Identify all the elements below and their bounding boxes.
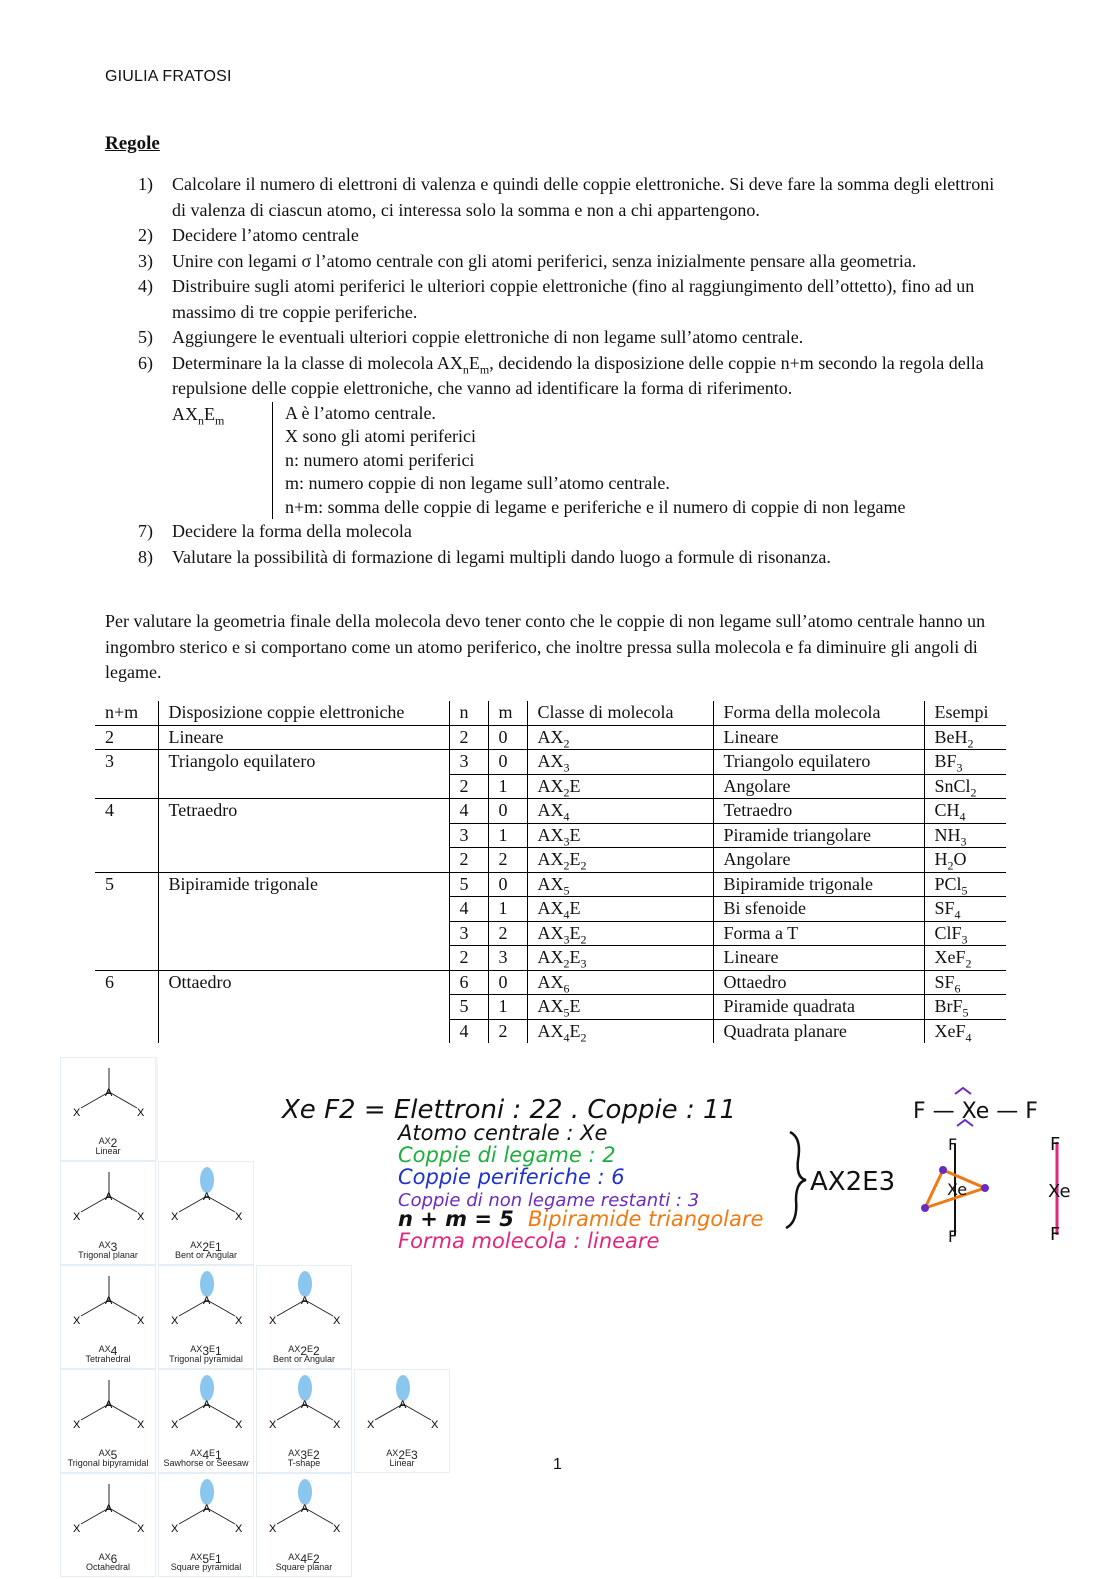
shape-code: $AX_6$	[98, 1551, 118, 1566]
table-header-cell: Esempi	[924, 701, 1006, 725]
table-cell: $NH_3$	[924, 823, 1006, 848]
svg-text:X: X	[171, 1523, 179, 1535]
table-cell: 0	[488, 799, 527, 824]
geometry-paragraph: Per valutare la geometria finale della molecola devo tener conto che le coppie di non legame sull’atomo centrale hanno un ingombro sterico e si comportano come un atomo periferico, che inoltre pressa sulla molecola e fa diminuire gli angoli di legame.	[105, 611, 986, 682]
table-cell: $AX_2E_3$	[527, 946, 713, 971]
table-cell: $H_2O$	[924, 848, 1006, 873]
svg-text:X: X	[431, 1419, 439, 1431]
svg-text:X: X	[73, 1523, 81, 1535]
linear-atom-top: F	[1050, 1134, 1061, 1155]
svg-text:X: X	[171, 1419, 179, 1431]
shape-name: Trigonal planar	[78, 1250, 138, 1260]
table-cell: Tetraedro	[158, 799, 449, 824]
table-cell: 4	[449, 799, 488, 824]
table-cell: 4	[95, 799, 158, 824]
shape-card	[60, 1161, 156, 1265]
table-cell: $SF_4$	[924, 897, 1006, 922]
definition-line: A è l’atomo centrale.	[285, 402, 436, 423]
table-cell: Forma a T	[713, 921, 924, 946]
molecule-diagram-icon	[61, 1058, 157, 1132]
section-heading: Regole	[105, 133, 160, 154]
svg-text:A: A	[301, 1399, 309, 1411]
notes-line-3: Coppie di legame : 2	[398, 1143, 616, 1167]
table-header-cell: Forma della molecola	[713, 701, 924, 725]
shape-card	[158, 1369, 254, 1473]
table-cell: $BF_3$	[924, 750, 1006, 775]
svg-text:X: X	[235, 1419, 243, 1431]
svg-text:X: X	[269, 1523, 277, 1535]
shape-name: Square planar	[275, 1562, 333, 1572]
xef2-sketch	[905, 1080, 1105, 1250]
table-cell: Triangolo equilatero	[713, 750, 924, 775]
table-cell: $AX_2$	[527, 725, 713, 750]
shape-card	[60, 1369, 156, 1473]
rule-item: 3) Unire con legami σ l’atomo centrale con gli atomi periferici, senza inizialmente pensare alla geometria.	[138, 250, 917, 271]
shape-code: $AX_5E_1$	[190, 1551, 222, 1566]
definition-line: n+m: somma delle coppie di legame e periferiche e il numero di coppie di non legame	[285, 496, 906, 517]
table-cell: XeF$_4$	[924, 1019, 1006, 1043]
shape-code: $AX_3E_1$	[190, 1343, 222, 1358]
svg-text:A: A	[301, 1295, 309, 1307]
notes-line-4: Coppie periferiche : 6	[398, 1165, 625, 1189]
molecule-diagram-icon	[257, 1474, 353, 1548]
table-row	[95, 750, 1006, 775]
table-cell: 3	[95, 750, 158, 775]
notes-line-7: Forma molecola : lineare	[398, 1229, 660, 1253]
table-row	[95, 823, 1006, 848]
rule-item: 6) Determinare la la classe di molecola $AX_nE_m$, decidendo la disposizione delle coppie n+m secondo la regola della repulsione delle coppie elettroniche, che vanno ad identificare la forma di riferimento.	[138, 352, 984, 398]
table-cell: 4	[449, 897, 488, 922]
table-row	[95, 725, 1006, 750]
svg-text:A: A	[399, 1399, 407, 1411]
molecule-diagram-icon	[159, 1162, 255, 1236]
table-cell: $AX_3E_2$	[527, 921, 713, 946]
svg-text:X: X	[235, 1315, 243, 1327]
svg-text:X: X	[269, 1315, 277, 1327]
table-cell: Lineare	[713, 725, 924, 750]
rules-list	[138, 172, 1008, 570]
table-cell: PCl$_5$	[924, 872, 1006, 897]
table-cell: 3	[449, 921, 488, 946]
table-row	[95, 848, 1006, 873]
molecule-diagram-icon	[159, 1474, 255, 1548]
svg-text:A: A	[203, 1191, 211, 1203]
table-cell: Ottaedro	[713, 970, 924, 995]
svg-text:A: A	[203, 1503, 211, 1515]
lone-pair-dot	[981, 1184, 989, 1192]
shape-card	[158, 1265, 254, 1369]
table-cell: $AX_2E_2$	[527, 848, 713, 873]
table-cell: 2	[449, 848, 488, 873]
table-cell	[95, 1019, 158, 1043]
table-cell: 2	[449, 774, 488, 799]
table-cell: 2	[488, 848, 527, 873]
shape-card	[60, 1265, 156, 1369]
table-cell	[95, 946, 158, 971]
definition-line: m: numero coppie di non legame sull’atomo centrale.	[285, 473, 670, 493]
table-header-cell: Disposizione coppie elettroniche	[158, 701, 449, 725]
linear-center-atom: Xe	[1048, 1181, 1071, 1202]
shape-name: Linear	[389, 1458, 415, 1468]
shape-code: $AX_5$	[98, 1447, 118, 1462]
table-cell	[158, 995, 449, 1020]
table-cell: 6	[449, 970, 488, 995]
molecule-diagram-icon	[159, 1370, 255, 1444]
shape-card	[60, 1057, 156, 1161]
svg-text:A: A	[105, 1191, 113, 1203]
shape-name: Bent or Angular	[174, 1250, 238, 1260]
definition-line: n: numero atomi periferici	[285, 449, 475, 470]
shape-code: $AX_2E_1$	[190, 1239, 222, 1254]
svg-text:X: X	[73, 1315, 81, 1327]
svg-text:X: X	[73, 1211, 81, 1223]
table-cell: 5	[449, 995, 488, 1020]
author-name: GIULIA FRATOSI	[105, 68, 232, 85]
table-cell: 1	[488, 897, 527, 922]
notes-line-1: Xe F2 = Elettroni : 22 . Coppie : 11	[282, 1095, 737, 1125]
rule-item: 8) Valutare la possibilità di formazione di legami multipli dando luogo a formule di risonanza.	[138, 546, 831, 567]
table-cell: 4	[449, 1019, 488, 1043]
shape-name: Linear	[95, 1146, 121, 1156]
table-cell: Angolare	[713, 848, 924, 873]
table-cell: 2	[105, 726, 114, 747]
table-cell: XeF$_2$	[924, 946, 1006, 971]
table-cell: 3	[449, 823, 488, 848]
svg-text:X: X	[171, 1315, 179, 1327]
svg-text:A: A	[105, 1503, 113, 1515]
svg-text:X: X	[137, 1211, 145, 1223]
svg-text:X: X	[73, 1419, 81, 1431]
svg-text:A: A	[105, 1399, 113, 1411]
svg-text:A: A	[203, 1399, 211, 1411]
curly-brace-icon	[786, 1132, 806, 1228]
shape-code: $AX_4E_1$	[190, 1447, 222, 1462]
linear-atom-bottom: F	[1050, 1224, 1061, 1245]
central-atom: Xe	[947, 1180, 968, 1199]
table-cell	[158, 774, 449, 799]
molecule-diagram-icon	[257, 1370, 353, 1444]
table-cell: Ottaedro	[158, 970, 449, 995]
molecule-diagram-icon	[61, 1162, 157, 1236]
shape-code: $AX_4E_2$	[288, 1551, 320, 1566]
rule-item: 4) Distribuire sugli atomi periferici le ulteriori coppie elettroniche (fino al raggiungimento dell’ottetto), fino ad un massimo di tre coppie periferiche.	[138, 276, 975, 322]
table-cell: ClF$_3$	[924, 921, 1006, 946]
table-cell: Piramide quadrata	[713, 995, 924, 1020]
table-cell: $AX_2E$	[527, 774, 713, 799]
table-cell: Triangolo equilatero	[158, 750, 449, 775]
shape-card	[256, 1473, 352, 1577]
table-cell: 2	[488, 921, 527, 946]
table-cell: 3	[449, 750, 488, 775]
table-header-row	[95, 701, 1006, 725]
table-cell: 5	[449, 872, 488, 897]
molecule-diagram-icon	[61, 1266, 157, 1340]
shape-code: $AX_2E_3$	[386, 1447, 418, 1462]
table-cell: 6	[95, 970, 158, 995]
page-number: 1	[553, 1456, 562, 1473]
table-cell: $AX_5E$	[527, 995, 713, 1020]
lone-pair-dot	[939, 1166, 947, 1174]
table-cell: SnCl$_2$	[924, 774, 1006, 799]
shape-card	[256, 1369, 352, 1473]
table-cell: BrF$_5$	[924, 995, 1006, 1020]
svg-text:A: A	[105, 1295, 113, 1307]
table-cell	[95, 848, 158, 873]
molecule-diagram-icon	[61, 1370, 157, 1444]
table-cell	[95, 995, 158, 1020]
table-cell: $AX_4E_2$	[527, 1019, 713, 1043]
table-cell: 0	[488, 725, 527, 750]
shape-code: $AX_2$	[98, 1135, 118, 1150]
table-cell: 5	[95, 872, 158, 897]
molecule-diagram-icon	[159, 1266, 255, 1340]
shape-name: T-shape	[287, 1458, 321, 1468]
table-cell: 2	[449, 946, 488, 971]
svg-text:X: X	[137, 1419, 145, 1431]
svg-text:X: X	[367, 1419, 375, 1431]
table-cell	[158, 921, 449, 946]
table-cell: Angolare	[713, 774, 924, 799]
table-cell: 1	[488, 995, 527, 1020]
shape-card	[158, 1161, 254, 1265]
shape-card	[256, 1265, 352, 1369]
svg-text:X: X	[137, 1107, 145, 1119]
table-cell: $SF_6$	[924, 970, 1006, 995]
table-cell: Tetraedro	[713, 799, 924, 824]
table-cell	[95, 774, 158, 799]
table-cell: 0	[488, 970, 527, 995]
table-row	[95, 946, 1006, 971]
table-cell: Lineare	[158, 725, 449, 750]
svg-text:X: X	[171, 1211, 179, 1223]
rule-item: 1) Calcolare il numero di elettroni di valenza e quindi delle coppie elettroniche. Si deve fare la somma degli elettroni di valenza di ciascun atomo, ci interessa solo la somma e non a chi appartengono.	[138, 174, 995, 220]
table-header-cell: m	[488, 701, 527, 725]
molecule-diagram-icon	[257, 1266, 353, 1340]
table-header-cell: Classe di molecola	[527, 701, 713, 725]
table-cell: $AX_6$	[527, 970, 713, 995]
shape-name: Octahedral	[85, 1562, 131, 1572]
svg-text:X: X	[235, 1523, 243, 1535]
shape-name: Tetrahedral	[85, 1354, 131, 1364]
molecule-diagram-icon	[61, 1474, 157, 1548]
definition-line: X sono gli atomi periferici	[285, 426, 476, 446]
table-cell	[158, 1019, 449, 1043]
table-cell: Bi sfenoide	[713, 897, 924, 922]
svg-text:X: X	[73, 1107, 81, 1119]
table-row	[95, 921, 1006, 946]
lone-pair-mark	[955, 1088, 971, 1094]
table-header-cell: n+m	[95, 701, 158, 725]
table-cell: $AX_3$	[527, 750, 713, 775]
table-cell	[158, 823, 449, 848]
shape-card	[158, 1473, 254, 1577]
shape-code: $AX_3$	[98, 1239, 118, 1254]
rule-item: 5) Aggiungere le eventuali ulteriori coppie elettroniche di non legame sull’atomo centrale.	[138, 327, 804, 347]
table-cell: 3	[488, 946, 527, 971]
svg-text:A: A	[105, 1087, 113, 1099]
table-row	[95, 799, 1006, 824]
table-cell: $AX_3E$	[527, 823, 713, 848]
table-cell	[158, 848, 449, 873]
notes-line-6-shape: Bipiramide triangolare	[528, 1207, 764, 1231]
table-cell: 1	[488, 774, 527, 799]
table-cell	[158, 946, 449, 971]
table-cell: Bipiramide trigonale	[713, 872, 924, 897]
axial-atom-top: F	[948, 1135, 958, 1154]
table-row	[95, 1019, 1006, 1043]
shape-name: Sawhorse or Seesaw	[163, 1458, 249, 1468]
table-row	[95, 995, 1006, 1020]
shape-name: Trigonal bipyramidal	[67, 1458, 149, 1468]
svg-text:X: X	[269, 1419, 277, 1431]
table-row	[95, 872, 1006, 897]
lone-pair-dot	[921, 1204, 929, 1212]
class-definition-label: $AX_nE_m$	[172, 403, 225, 428]
table-cell: Quadrata planare	[713, 1019, 924, 1043]
table-cell	[95, 921, 158, 946]
svg-text:A: A	[203, 1295, 211, 1307]
shape-code: $AX_2E_2$	[288, 1343, 320, 1358]
lewis-structure: F — Xe — F	[913, 1099, 1038, 1124]
shape-name: Trigonal pyramidal	[169, 1354, 243, 1364]
svg-text:A: A	[301, 1503, 309, 1515]
table-cell: BeH$_2$	[924, 725, 1006, 750]
svg-text:X: X	[137, 1523, 145, 1535]
class-definition	[172, 402, 1008, 520]
notes-line-6: n + m = 5	[398, 1207, 514, 1231]
rule-item: 7) Decidere la forma della molecola	[138, 521, 412, 541]
table-cell: $AX_4$	[527, 799, 713, 824]
table-row	[95, 897, 1006, 922]
table-cell: Lineare	[713, 946, 924, 971]
table-cell: 2	[488, 1019, 527, 1043]
table-cell: 0	[488, 872, 527, 897]
svg-text:X: X	[333, 1315, 341, 1327]
shape-code: $AX_4$	[98, 1343, 118, 1358]
table-cell: Piramide triangolare	[713, 823, 924, 848]
classification-label: AX2E3	[810, 1167, 896, 1197]
table-header-cell: n	[449, 701, 488, 725]
shape-name: Square pyramidal	[170, 1562, 242, 1572]
svg-text:X: X	[137, 1315, 145, 1327]
table-cell: $CH_4$	[924, 799, 1006, 824]
notes-line-2: Atomo centrale : Xe	[398, 1121, 608, 1145]
molecule-diagram-icon	[355, 1370, 451, 1444]
svg-text:X: X	[333, 1419, 341, 1431]
shape-card	[354, 1369, 450, 1473]
notes-line-5: Coppie di non legame restanti : 3	[398, 1190, 700, 1211]
shape-name: Bent or Angular	[272, 1354, 336, 1364]
table-row	[95, 970, 1006, 995]
svg-text:X: X	[235, 1211, 243, 1223]
table-cell: 1	[488, 823, 527, 848]
table-row	[95, 774, 1006, 799]
shape-card	[60, 1473, 156, 1577]
rule-item: 2) Decidere l’atomo centrale	[138, 225, 359, 245]
table-cell	[158, 897, 449, 922]
table-cell	[95, 897, 158, 922]
vsepr-table	[95, 701, 1006, 1043]
table-cell: $AX_4E$	[527, 897, 713, 922]
table-cell: $AX_5$	[527, 872, 713, 897]
table-cell: Bipiramide trigonale	[158, 872, 449, 897]
svg-text:X: X	[333, 1523, 341, 1535]
shape-code: $AX_3E_2$	[288, 1447, 320, 1462]
table-cell: 2	[449, 725, 488, 750]
axial-atom-bottom: F	[948, 1227, 958, 1246]
table-cell	[95, 823, 158, 848]
table-cell: 0	[488, 750, 527, 775]
